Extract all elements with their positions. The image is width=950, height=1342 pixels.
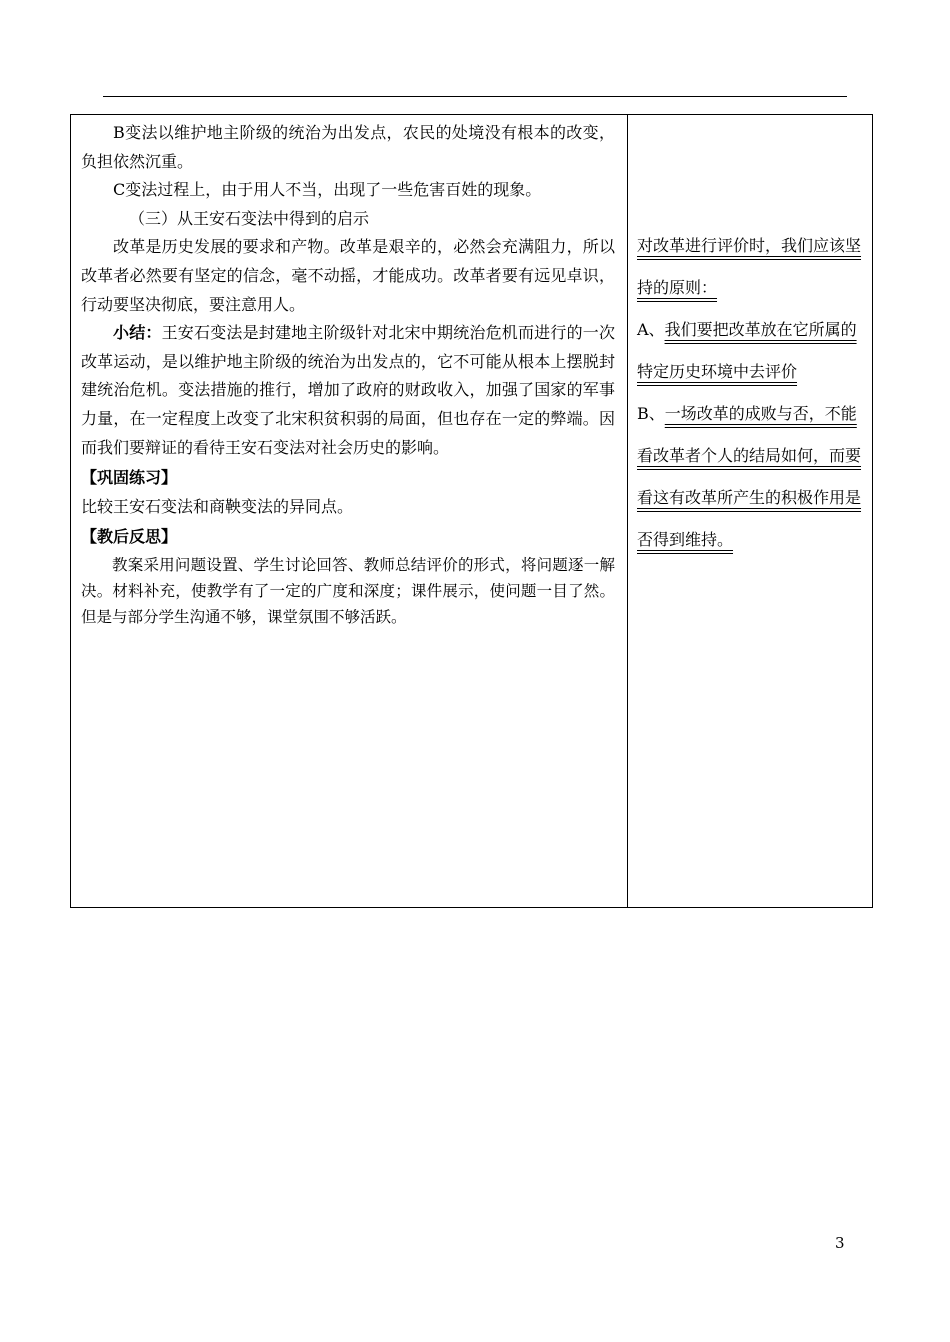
main-content-column <box>81 119 615 630</box>
reflection-text: 教案采用问题设置、学生讨论回答、教师总结评价的形式，将问题逐一解决。材料补充，使教学有了一定的广度和深度；课件展示，使问题一目了然。但是与部分学生沟通不够，课堂氛围不够活跃。 <box>81 555 615 626</box>
header-rule <box>103 96 847 97</box>
lesson-table <box>70 114 873 908</box>
paragraph-c: C变法过程上，由于用人不当，出现了一些危害百姓的现象。 <box>113 180 542 200</box>
section-heading-3: （三）从王安石变法中得到的启示 <box>129 208 370 228</box>
principle-intro: 对改革进行评价时，我们应该坚持的原则： <box>637 236 862 297</box>
practice-text: 比较王安石变法和商鞅变法的异同点。 <box>81 496 354 516</box>
summary-paragraph <box>81 319 615 462</box>
reflection-heading: 【教后反思】 <box>81 527 178 547</box>
point-a <box>637 309 863 393</box>
point-a-text: 我们要把改革放在它所属的特定历史环境中去评价 <box>637 320 857 381</box>
paragraph-reform: 改革是历史发展的要求和产物。改革是艰辛的，必然会充满阻力，所以改革者必然要有坚定的信念，毫不动摇，才能成功。改革者要有远见卓识，行动要坚决彻底，要注意用人。 <box>81 237 615 314</box>
point-b-label: B、 <box>637 404 665 423</box>
notes-column <box>637 225 863 561</box>
summary-text: 王安石变法是封建地主阶级针对北宋中期统治危机而进行的一次改革运动，是以维护地主阶级的统治为出发点的，它不可能从根本上摆脱封建统治危机。变法措施的推行，增加了政府的财政收入，加强了国家的军事力量，在一定程度上改变了北宋积贫积弱的局面，但也存在一定的弊端。因而我们要辩证的看待王安石变法对社会历史的影响。 <box>81 323 615 457</box>
practice-heading: 【巩固练习】 <box>81 468 178 488</box>
paragraph-b: B变法以维护地主阶级的统治为出发点，农民的处境没有根本的改变，负担依然沉重。 <box>81 123 615 171</box>
column-divider <box>627 115 628 907</box>
summary-label: 小结： <box>113 323 162 343</box>
point-b-text: 一场改革的成败与否，不能看改革者个人的结局如何，而要看这有改革所产生的积极作用是否得到维持。 <box>637 404 862 549</box>
page-number: 3 <box>835 1234 845 1252</box>
point-b <box>637 393 863 561</box>
point-a-label: A、 <box>637 320 665 339</box>
